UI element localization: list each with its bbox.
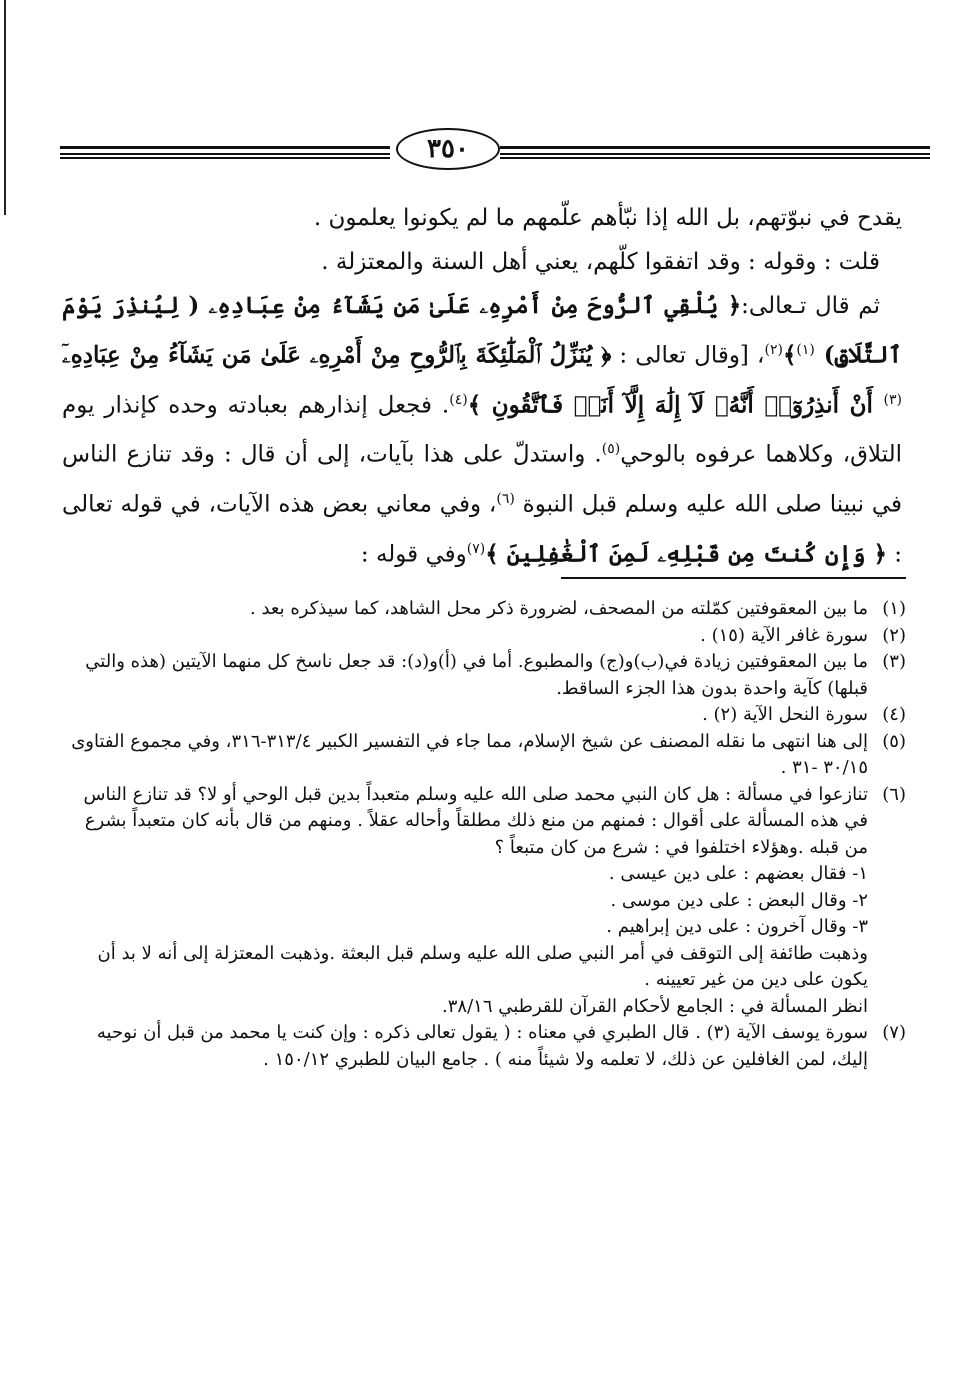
footnote-number: (٧) <box>882 1022 906 1043</box>
footnote-text: وذهبت طائفة إلى التوقف في أمر النبي صلى الله عليه وسلم قبل البعثة .وذهبت المعتزلة إلى أنه لا بد أن يكون على دين من غير تعيينه . <box>97 942 868 990</box>
footnote-number: (١) <box>882 598 906 619</box>
quran-verse-2: ﴿ يُنَزِّلُ ٱلْمَلَٰٓئِكَةَ بِٱلرُّوحِ مِنْ أَمْرِهِۦ عَلَىٰ مَن يَشَآءُ مِنْ عِبَادِهِۦٓ <box>62 341 612 369</box>
footnote-ref: (٥) <box>601 441 621 458</box>
text-segment: ثم قال تـعالى: <box>741 293 880 319</box>
footnote-list-item: ١- فقال بعضهم : على دين عيسى . <box>608 863 868 884</box>
footnote-number: (٣) <box>882 651 906 672</box>
text-segment: . واستدلّ على هذا بآيات، إلى أن قال : وقد تنازع الناس في نبينا صلى الله عليه وسلم قبل النبوة <box>62 441 902 518</box>
text-segment: وفي قوله : <box>360 541 467 568</box>
paragraph-3 <box>62 284 902 576</box>
footnote-7 <box>60 1020 906 1073</box>
footnote-text: سورة يوسف الآية (٣) . قال الطبري في معناه : ( يقول تعالى ذكره : وإن كنت يا محمد من قبل أن نوحيه إليك، لمن الغافلين عن ذلك، لا تعلمه ولا شيئاً منه ) . جامع البيان للطبري ١٥٠/١٢ . <box>96 1022 868 1070</box>
footnote-number: (٦) <box>882 783 906 805</box>
footnotes <box>60 596 906 1073</box>
footnote-6 <box>60 782 906 1021</box>
footnote-number: (٥) <box>882 730 906 752</box>
footnote-5 <box>60 729 906 782</box>
header-rule-left <box>60 146 390 149</box>
footnote-ref: (٧) <box>466 540 486 557</box>
quran-bracket: ﴾ <box>782 341 797 369</box>
footnote-text: ما بين المعقوفتين كمّلته من المصحف، لضرورة ذكر محل الشاهد، كما سيذكره بعد . <box>250 598 868 619</box>
footnote-ref: (٦) <box>496 490 515 507</box>
footnote-text: سورة غافر الآية (١٥) . <box>700 624 868 646</box>
footnote-reference: انظر المسألة في : الجامع لأحكام القرآن للقرطبي ٣٨/١٦. <box>442 995 868 1017</box>
scan-edge-line <box>4 0 6 215</box>
footnote-list-item: ٢- وقال البعض : على دين موسى . <box>610 889 868 911</box>
quran-verse-2-continued: أَنْ أَنذِرُوٓا۟ أَنَّهُۥ لَآ إِلَٰهَ إِلَّآ أَنَا۠ فَٱتَّقُونِ ﴾ <box>467 391 884 419</box>
footnote-separator <box>561 577 906 579</box>
footnote-2 <box>60 623 906 650</box>
footnote-text: ما بين المعقوفتين زيادة في(ب)و(ج) والمطبوع. أما في (أ)و(د): قد جعل ناسخ كل منهما الآيتين (هذه والتي قبلها) كآية واحدة بدون هذا الجزء الساقط. <box>85 651 868 699</box>
footnote-list-item: ٣- وقال آخرون : على دين إبراهيم . <box>606 916 868 937</box>
footnote-number: (٢) <box>882 624 906 646</box>
text-segment: ، [وقال تعالى : <box>611 342 765 369</box>
text-segment: . فجعل إنذارهم بعبادته وحده كإنذار يوم التلاق، وكلاهما عرفوه بالوحي <box>62 392 902 468</box>
footnote-text: إلى هنا انتهى ما نقله المصنف عن شيخ الإسلام، مما جاء في التفسير الكبير ٣١٣/٤-٣١٦، وفي مجموع الفتاوى ٣٠/١٥ -٣١ . <box>71 730 868 778</box>
footnote-ref: (٣) <box>883 391 902 408</box>
page-number: ٣٥٠ <box>396 128 500 170</box>
paragraph-2: قلت : وقوله : وقد اتفقوا كلّهم، يعني أهل السنة والمعتزلة . <box>321 249 880 275</box>
paragraph-1: يقدح في نبوّتهم، بل الله إذا نبّأهم علّمهم ما لم يكونوا يعلمون . <box>313 205 902 231</box>
quran-verse-3: ﴿ وَإِن كُنتَ مِن قَبْلِهِۦ لَمِنَ ٱلْغَٰفِلِينَ ﴾ <box>485 540 887 568</box>
footnote-4 <box>60 702 906 729</box>
page-header <box>60 116 930 176</box>
text-segment: ، وفي معاني بعض هذه الآيات، في قوله تعالى : <box>62 491 902 568</box>
footnote-ref: (٤) <box>449 391 468 408</box>
footnote-number: (٤) <box>882 704 906 725</box>
header-rule-right <box>500 146 930 149</box>
footnote-text: سورة النحل الآية (٢) . <box>702 704 868 725</box>
quran-verse-1: ﴿ يُلْقِي ٱلرُّوحَ مِنْ أَمْرِهِۦ عَلَىٰ مَن يَشَآءُ مِنْ عِبَادِهِۦ ( لِيُنذِرَ يَوْمَ ٱلتَّلَاقِ) <box>62 292 902 369</box>
footnote-3 <box>60 649 906 702</box>
footnote-1 <box>60 596 906 623</box>
main-text <box>62 196 902 576</box>
footnote-ref: (١) <box>796 342 815 358</box>
footnote-text: تنازعوا في مسألة : هل كان النبي محمد صلى الله عليه وسلم متعبداً بدين قبل الوحي أو لا؟ قد تنازع الناس في هذه المسألة على أقوال : فمنهم من منع ذلك مطلقاً وأحاله عقلاً . ومنهم من قال بأنه كان متعبداً بشرع من قبله .وهؤلاء اختلفوا في : شرع من كان متبعاً ؟ <box>83 783 868 858</box>
footnote-ref: (٢) <box>764 342 783 358</box>
